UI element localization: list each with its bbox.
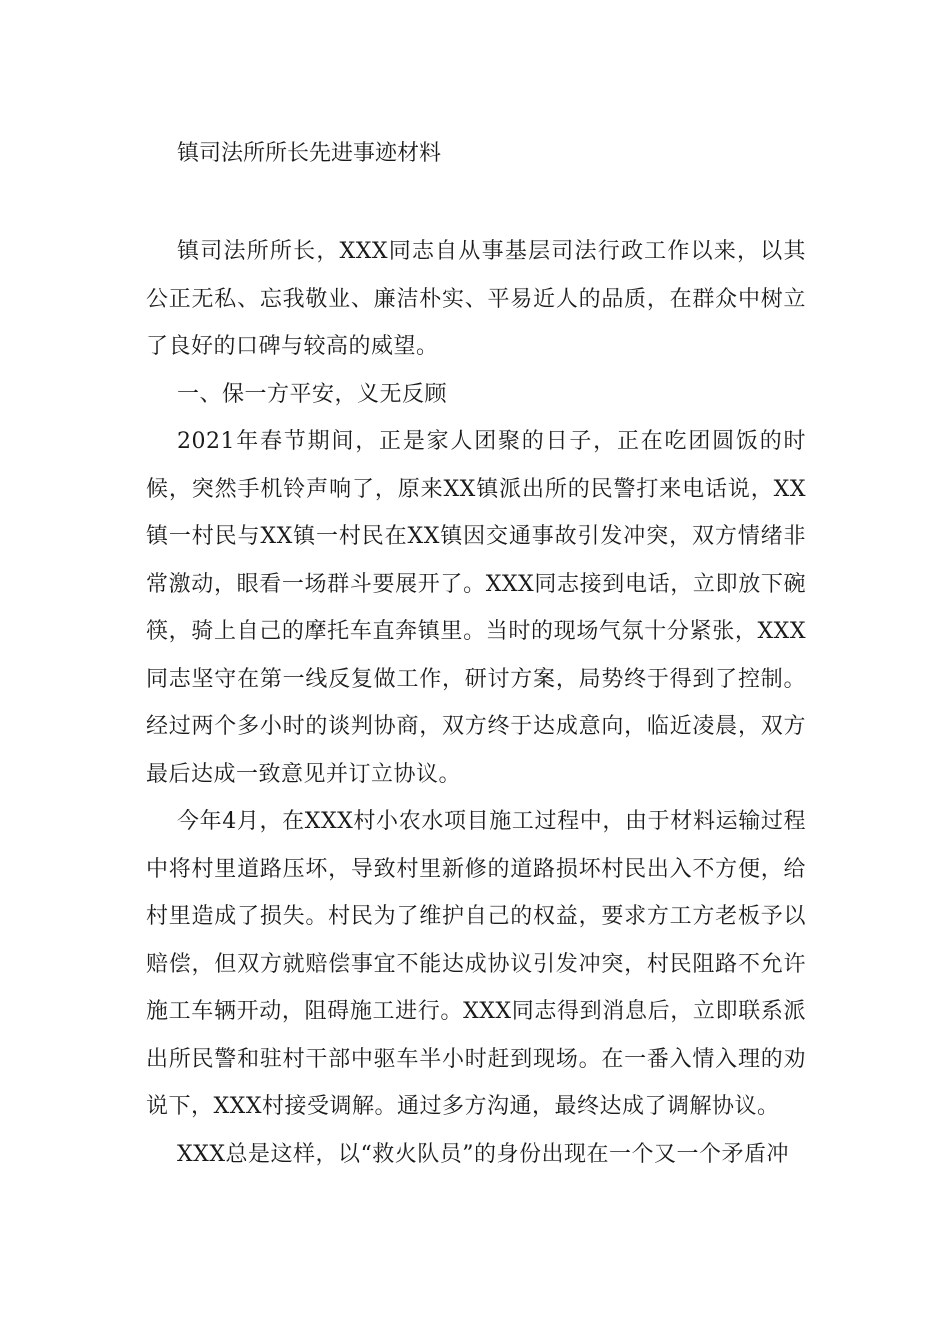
paragraph-april-project: 今年4月，在XXX村小农水项目施工过程中，由于材料运输过程中将村里道路压坏，导致村里新修的道路损坏村民出入不方便，给村里造成了损失。村民为了维护自己的权益，要求方工方老板予以赔偿，但双方就赔偿事宜不能达成协议引发冲突，村民阻路不允许施工车辆开动，阻碍施工进行。XXX同志得到消息后，立即联系派出所民警和驻村干部中驱车半小时赶到现场。在一番入情入理的劝说下，XXX村接受调解。通过多方沟通，最终达成了调解协议。 bbox=[146, 809, 806, 1119]
paragraph-spring-festival: 2021年春节期间，正是家人团聚的日子，正在吃团圆饭的时候，突然手机铃声响了，原来XX镇派出所的民警打来电话说，XX镇一村民与XX镇一村民在XX镇因交通事故引发冲突，双方情绪非常激动，眼看一场群斗要展开了。XXX同志接到电话，立即放下碗筷，骑上自己的摩托车直奔镇里。当时的现场气氛十分紧张，XXX同志坚守在第一线反复做工作，研讨方案，局势终于得到了控制。经过两个多小时的谈判协商，双方终于达成意向，临近凌晨，双方最后达成一致意见并订立协议。 bbox=[146, 429, 806, 787]
paragraph-firefighter: XXX总是这样，以“救火队员”的身份出现在一个又一个矛盾冲 bbox=[177, 1141, 789, 1167]
section-heading: 一、保一方平安，义无反顾 bbox=[177, 381, 448, 407]
document-title: 镇司法所所长先进事迹材料 bbox=[177, 141, 442, 166]
document-body bbox=[146, 228, 806, 1178]
paragraph-intro: 镇司法所所长，XXX同志自从事基层司法行政工作以来，以其公正无私、忘我敬业、廉洁朴实、平易近人的品质，在群众中树立了良好的口碑与较高的威望。 bbox=[146, 239, 806, 359]
